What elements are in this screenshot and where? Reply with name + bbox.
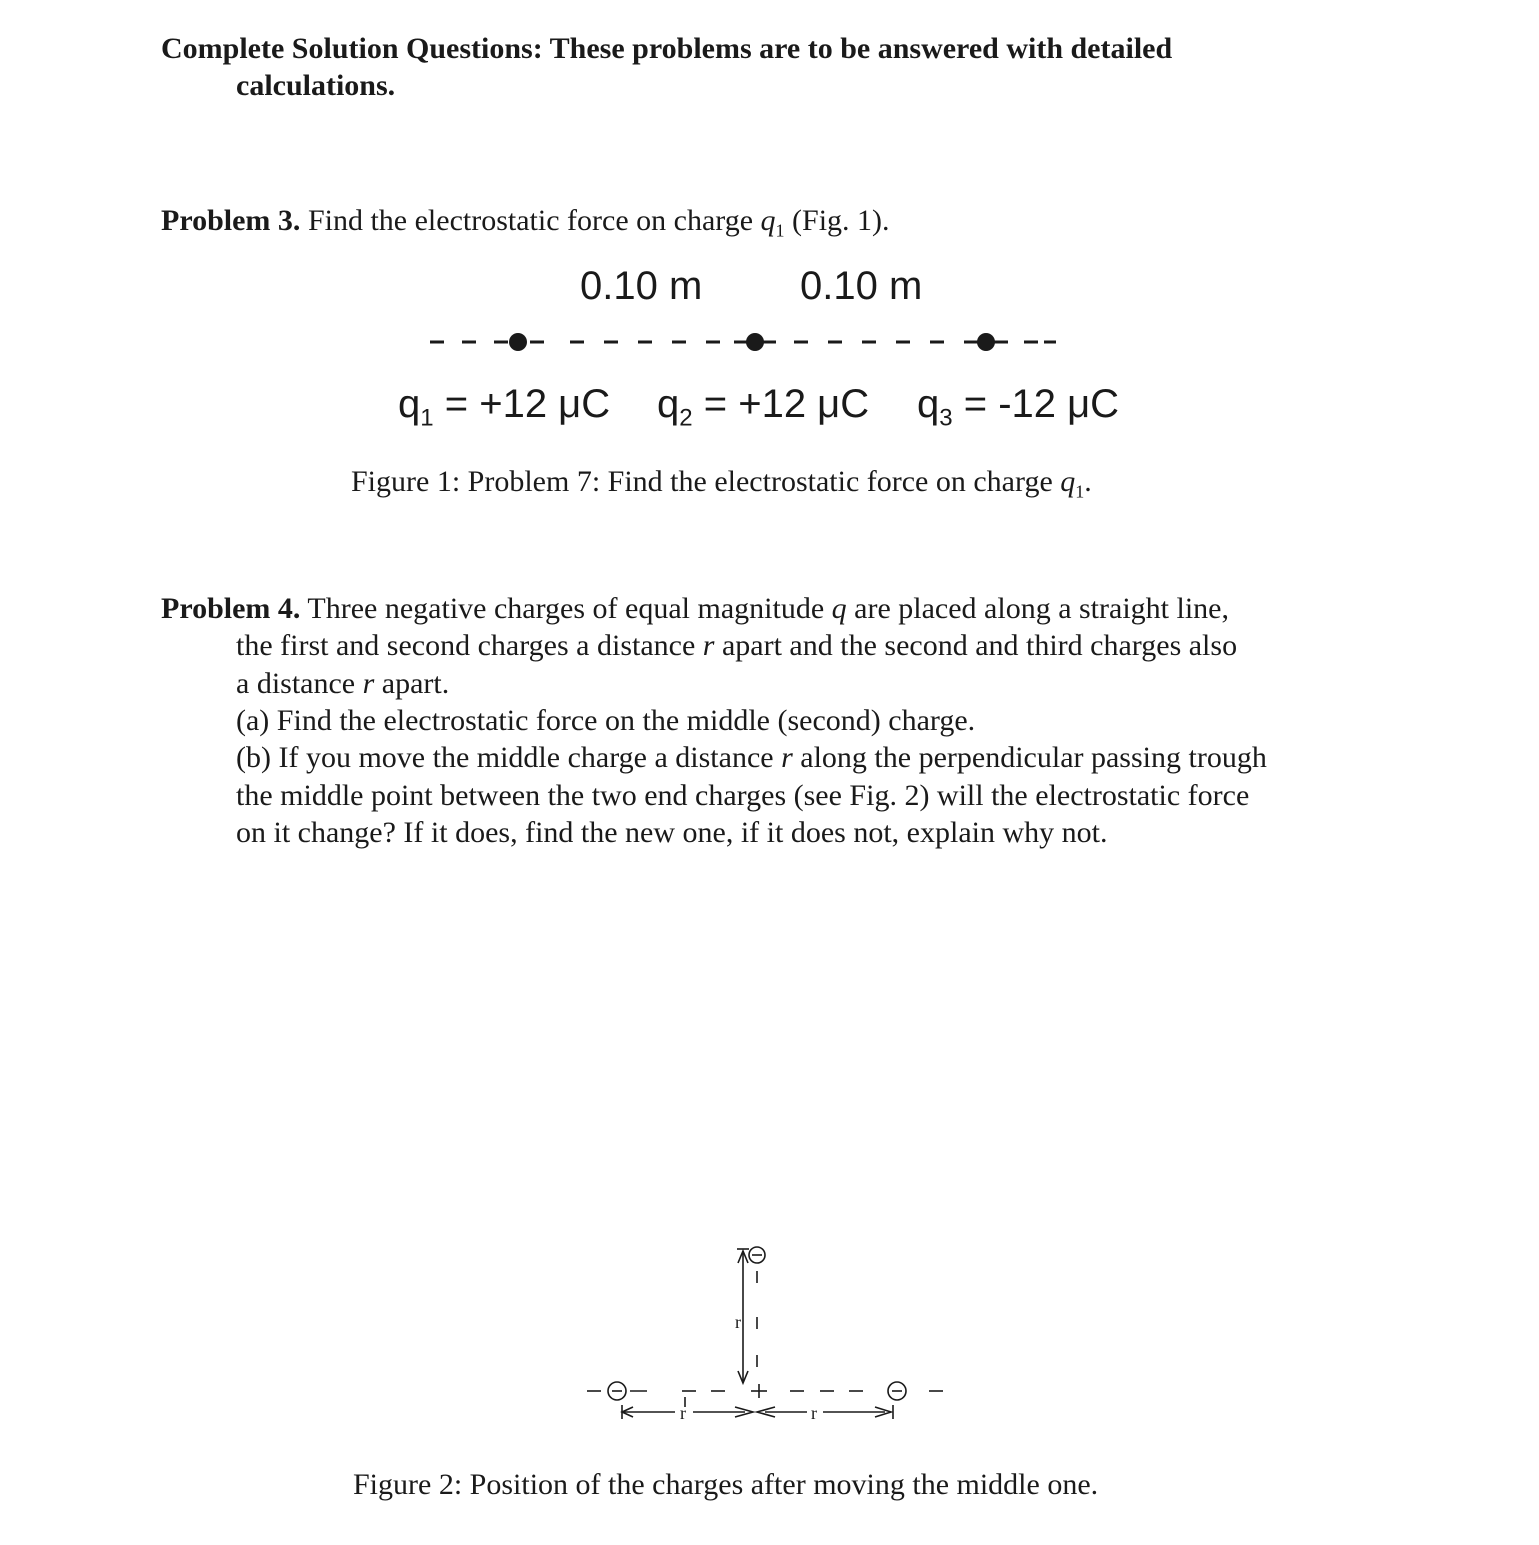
fig2-r-right: r (811, 1403, 817, 1423)
fig2-caption (353, 1468, 1098, 1502)
problem3-var: q (760, 204, 776, 237)
problem4-line3b: apart. (381, 667, 450, 700)
intro-line1: These problems are to be answered with detailed (549, 32, 1173, 65)
problem3-var-sub: 1 (775, 220, 785, 241)
charge-sub: 3 (939, 404, 953, 432)
fig1-charge-q1 (398, 382, 611, 432)
problem4-line3a: a distance (236, 667, 356, 700)
fig1-charge-q2 (657, 382, 870, 432)
problem4-part-b-line2: the middle point between the two end charges (see Fig. 2) will the electrostatic force (236, 779, 1250, 812)
fig2-r-left: r (680, 1403, 686, 1423)
fig1-caption-prefix: Figure 1: (351, 465, 461, 498)
charge-sub: 2 (679, 404, 693, 432)
problem3-statement (161, 202, 890, 240)
problem4-line3-var: r (362, 667, 375, 700)
charge-sub: 1 (420, 404, 434, 432)
charge-name: q (398, 382, 421, 426)
fig1-caption-var: q (1060, 465, 1076, 498)
charge-value: = -12 μC (963, 382, 1120, 426)
charge-name: q (657, 382, 680, 426)
intro-label: Complete Solution Questions: (161, 32, 543, 65)
problem4-line2 (236, 627, 1237, 665)
fig2-caption-prefix: Figure 2: (353, 1468, 463, 1501)
problem4-line2b: apart and the second and third charges also (721, 629, 1238, 662)
intro-heading (161, 30, 1172, 67)
problem3-text-after: (Fig. 1). (792, 204, 890, 237)
fig1-caption-sub: 1 (1075, 481, 1085, 502)
fig2-caption-text: Position of the charges after moving the middle one. (469, 1468, 1099, 1501)
problem4-part-a: (a) Find the electrostatic force on the middle (second) charge. (236, 704, 976, 737)
problem4-part-b-line3: on it change? If it does, find the new one, if it does not, explain why not. (236, 816, 1108, 849)
problem4-line3 (236, 665, 449, 703)
problem4-label: Problem 4. (161, 592, 301, 625)
fig1-charge-dot-q2 (746, 333, 764, 351)
charge-name: q (917, 382, 940, 426)
problem4-line1b: are placed along a straight line, (854, 592, 1229, 625)
intro-line2: calculations. (236, 69, 396, 102)
fig1-caption (351, 465, 1092, 502)
fig2-diagram (575, 1235, 955, 1435)
fig1-charge-line (420, 325, 1070, 359)
problem4-line1-var: q (831, 592, 847, 625)
charge-value: = +12 μC (703, 382, 870, 426)
problem4-line2-var: r (702, 629, 715, 662)
fig1-distance-right: 0.10 m (800, 264, 923, 308)
problem4-line2a: the first and second charges a distance (236, 629, 696, 662)
fig1-caption-end: . (1084, 465, 1092, 498)
fig1-charge-dot-q3 (977, 333, 995, 351)
problem4-line1a: Three negative charges of equal magnitude (307, 592, 825, 625)
fig1-caption-text: Problem 7: Find the electrostatic force on charge (467, 465, 1053, 498)
problem3-label: Problem 3. (161, 204, 301, 237)
charge-value: = +12 μC (444, 382, 611, 426)
fig1-charge-dot-q1 (509, 333, 527, 351)
problem4-line5a: (b) If you move the middle charge a distance (236, 741, 774, 774)
problem3-text: Find the electrostatic force on charge (307, 204, 754, 237)
fig1-charge-q3 (917, 382, 1120, 432)
problem4-part-b-line1 (236, 739, 1267, 777)
problem4-line5-var: r (781, 741, 793, 774)
fig1-distance-left: 0.10 m (580, 264, 703, 308)
fig2-r-vertical: r (735, 1312, 741, 1332)
problem4-line5b: along the perpendicular passing trough (800, 741, 1267, 774)
problem4-line1 (161, 590, 1229, 628)
